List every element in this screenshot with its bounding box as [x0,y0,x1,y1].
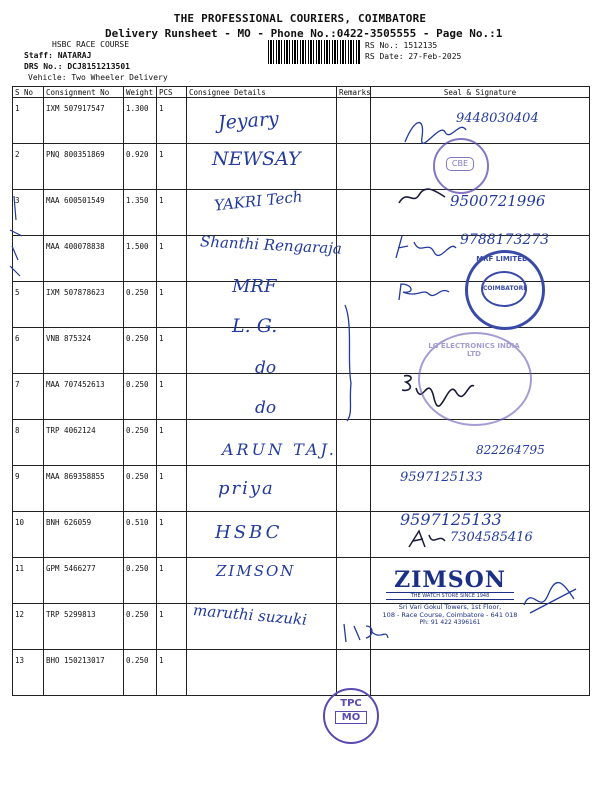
cell-consignment: MAA 869358855 [44,466,124,512]
route-label: HSBC RACE COURSE [52,40,130,49]
mrf-stamp-name: MRF LIMITED [476,255,528,263]
signature-scribble [393,280,453,305]
cell-consignment: TRP 5299813 [44,604,124,650]
col-weight: Weight [124,87,157,98]
handwritten-consignee-3: YAKRI Tech [213,187,304,215]
cell-weight: 0.250 [124,650,157,696]
company-title: THE PROFESSIONAL COURIERS, COIMBATORE [173,12,427,25]
barcode [268,40,360,64]
col-remarks: Remarks [337,87,371,98]
tpc-stamp [323,688,379,744]
cell-sno: 12 [13,604,44,650]
cell-weight: 0.250 [124,374,157,420]
handwritten-consignee-4: Shanthi Rengaraja [199,232,343,258]
cell-pcs: 1 [157,466,187,512]
cell-sno: 9 [13,466,44,512]
cell-signature [371,650,590,696]
handwritten-phone-12: 7304585416 [450,530,533,545]
cell-consignee [187,650,337,696]
lg-stamp-text: LG ELECTRONICS INDIA LTD [428,342,520,358]
table-row [13,466,590,512]
zimson-address-2: 108 - Race Course, Coimbatore - 641 018 [382,611,518,619]
handwritten-consignee-1: Jeyary [217,107,280,135]
cell-consignment: BNH 626059 [44,512,124,558]
cell-sno: 11 [13,558,44,604]
cell-remarks [337,144,371,190]
col-pcs: PCS [157,87,187,98]
cell-sno: 1 [13,98,44,144]
table-header-row [13,87,590,98]
signature-scribble [395,185,450,210]
cell-pcs: 1 [157,420,187,466]
cell-pcs: 1 [157,98,187,144]
cell-pcs: 1 [157,144,187,190]
cell-consignment: PNQ 800351869 [44,144,124,190]
cell-consignment: IXM 507917547 [44,98,124,144]
cell-sno: 13 [13,650,44,696]
cell-weight: 0.250 [124,328,157,374]
tpc-stamp-bottom: MO [335,711,367,724]
cell-consignment: IXM 507878623 [44,282,124,328]
handwritten-consignee-13: maruthi suzuki [192,601,308,629]
cell-sno: 10 [13,512,44,558]
col-consignment: Consignment No [44,87,124,98]
handwritten-consignee-2: NEWSAY [212,148,301,170]
zimson-tagline: THE WATCH STORE SINCE 1948 [386,592,514,600]
cell-consignment: MAA 400078838 [44,236,124,282]
col-consignee: Consignee Details [187,87,337,98]
cell-consignment: MAA 600501549 [44,190,124,236]
drs-number: DRS No.: DCJ8151213501 [24,62,130,71]
cbe-stamp-label: CBE [446,157,474,171]
cell-remarks [337,466,371,512]
handwritten-consignee-5: MRF [232,276,277,297]
zimson-address-1: Sri Vari Gokul Towers, 1st Floor, [398,603,502,611]
lg-stamp [418,332,532,426]
vehicle-label: Vehicle: Two Wheeler Delivery [28,73,168,82]
handwritten-consignee-7: do [255,358,277,378]
cell-sno: 7 [13,374,44,420]
cell-remarks [337,190,371,236]
margin-mark [6,190,26,280]
cell-weight: 1.300 [124,98,157,144]
handwritten-phone-3: 9500721996 [450,192,546,210]
cell-consignment: VNB 875324 [44,328,124,374]
signature-scribble [390,232,460,262]
rs-number: RS No.: 1512135 [365,41,438,50]
cell-weight: 0.510 [124,512,157,558]
cell-pcs: 1 [157,558,187,604]
tpc-stamp-top: TPC [340,698,362,709]
handwritten-consignee-8: do [255,398,277,418]
cell-pcs: 1 [157,512,187,558]
signature-scribble [520,575,580,620]
col-seal-signature: Seal & Signature [371,87,590,98]
handwritten-phone-10: 9597125133 [400,470,483,485]
table-row [13,144,590,190]
cbe-stamp [433,138,489,194]
handwritten-consignee-11: HSBC [215,522,283,543]
cell-weight: 0.250 [124,282,157,328]
zimson-logo-text: ZIMSON [394,567,506,593]
mrf-stamp [465,250,545,330]
runsheet-line: Delivery Runsheet - MO - Phone No.:0422-3505555 - Page No.:1 [105,27,503,40]
handwritten-consignee-12: ZIMSON [216,562,296,580]
brace-mark [343,303,355,423]
cell-pcs: 1 [157,604,187,650]
cell-sno: 5 [13,282,44,328]
handwritten-consignee-6: L. G. [232,315,278,337]
cell-weight: 0.250 [124,604,157,650]
handwritten-consignee-10: priya [218,478,275,499]
col-sno: S No [13,87,44,98]
handwritten-phone-4: 9788173273 [460,232,550,248]
zimson-phone: Ph: 91 422 4396161 [419,619,481,626]
cell-sno: 3 [13,190,44,236]
cell-weight: 0.920 [124,144,157,190]
handwritten-phone-11: 9597125133 [400,510,502,529]
zimson-stamp [380,568,520,626]
cell-weight: 0.250 [124,420,157,466]
cell-pcs: 1 [157,374,187,420]
cell-pcs: 1 [157,190,187,236]
staff-label: Staff: NATARAJ [24,51,92,60]
handwritten-phone-1: 9448030404 [456,111,539,126]
signature-scribble [405,527,450,552]
cell-sno: 6 [13,328,44,374]
cell-sno: 2 [13,144,44,190]
cell-pcs: 1 [157,236,187,282]
cell-consignment: TRP 4062124 [44,420,124,466]
rs-date: RS Date: 27-Feb-2025 [365,52,462,61]
table-row [13,650,590,696]
cell-consignment: BHO 150213017 [44,650,124,696]
cell-pcs: 1 [157,328,187,374]
cell-pcs: 1 [157,650,187,696]
cell-remarks [337,420,371,466]
cell-sno: 8 [13,420,44,466]
cell-consignment: GPM 5466277 [44,558,124,604]
cell-weight: 1.500 [124,236,157,282]
cell-consignment: MAA 707452613 [44,374,124,420]
cell-pcs: 1 [157,282,187,328]
cell-remarks [337,512,371,558]
handwritten-phone-9: 822264795 [476,443,545,457]
cell-remarks [337,558,371,604]
mrf-stamp-city: COIMBATORE [481,271,527,307]
handwritten-consignee-9: ARUN TAJ. [222,440,337,459]
cell-weight: 0.250 [124,558,157,604]
cell-weight: 1.350 [124,190,157,236]
cell-remarks [337,98,371,144]
cell-weight: 0.250 [124,466,157,512]
